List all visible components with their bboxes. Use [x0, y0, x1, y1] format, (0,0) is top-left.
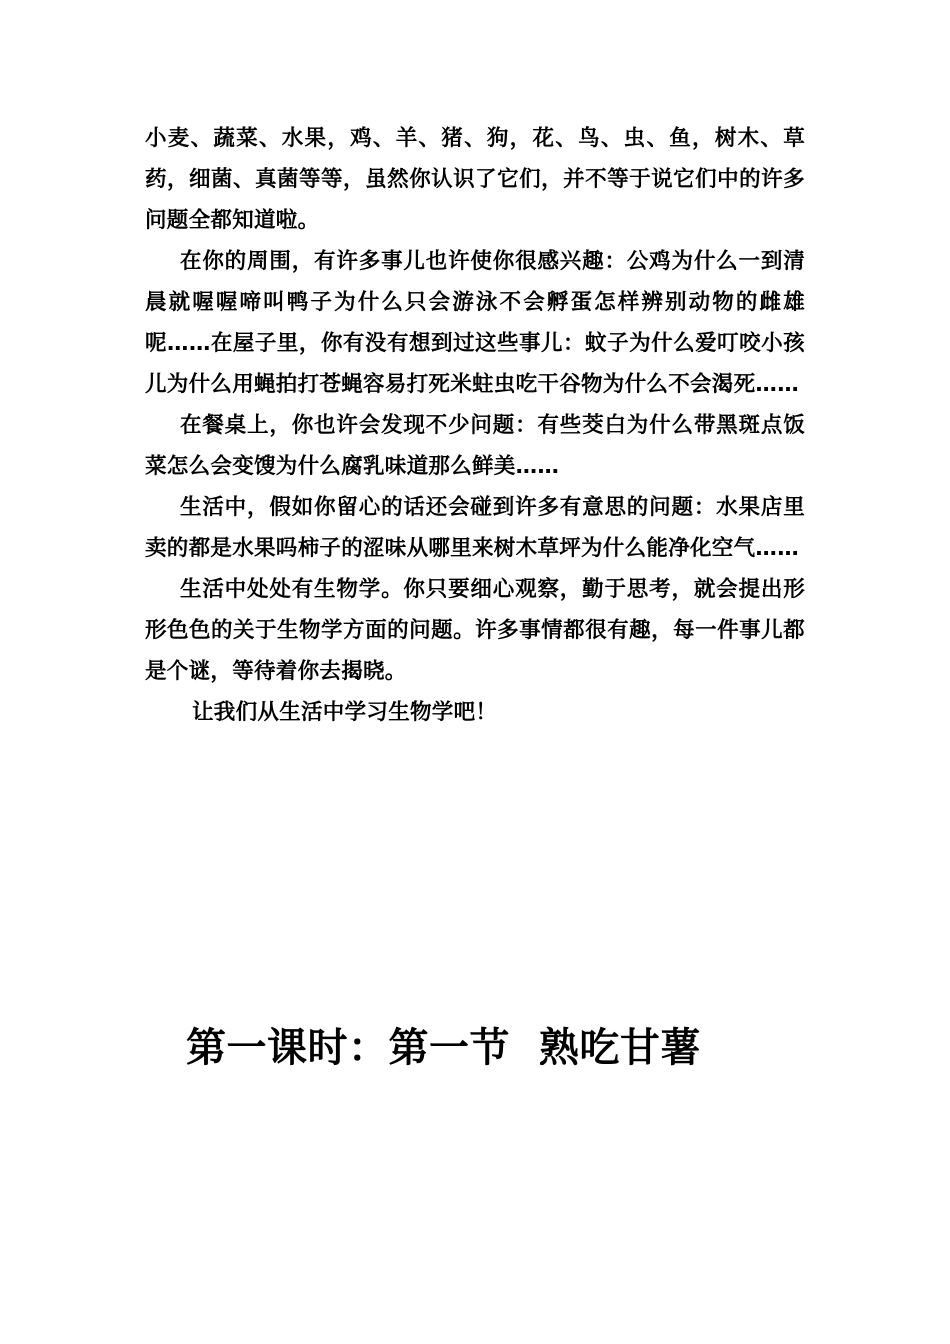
- paragraph-surroundings: 在你的周围，有许多事儿也许使你很感兴趣：公鸡为什么一到清晨就喔喔啼叫鸭子为什么只会游泳不会孵蛋怎样辨别动物的雌雄呢……在屋子里，你有没有想到过这些事儿：蚊子为什么爱叮咬小孩儿为什么用蝇拍打苍蝇容易打死米蛀虫吃干谷物为什么不会渴死……: [145, 249, 805, 397]
- paragraph-daily-life: 生活中，假如你留心的话还会碰到许多有意思的问题：水果店里卖的都是水果吗柿子的涩味从哪里来树木草坪为什么能净化空气……: [145, 495, 805, 561]
- paragraph-dining-table: 在餐桌上，你也许会发现不少问题：有些茭白为什么带黑斑点饭菜怎么会变馊为什么腐乳味道那么鲜美……: [145, 413, 805, 479]
- body-text: [145, 118, 805, 733]
- paragraph-biology-everywhere: 生活中处处有生物学。你只要细心观察，勤于思考，就会提出形形色色的关于生物学方面的问题。许多事情都很有趣，每一件事儿都是个谜，等待着你去揭晓。: [145, 577, 805, 684]
- section-heading: 第一课时：第一节 熟吃甘薯: [186, 1025, 701, 1071]
- closing-line: 让我们从生活中学习生物学吧！: [192, 700, 498, 725]
- paragraph-intro: 小麦、蔬菜、水果，鸡、羊、猪、狗，花、鸟、虫、鱼，树木、草药，细菌、真菌等等，虽然你认识了它们，并不等于说它们中的许多问题全都知道啦。: [145, 126, 805, 233]
